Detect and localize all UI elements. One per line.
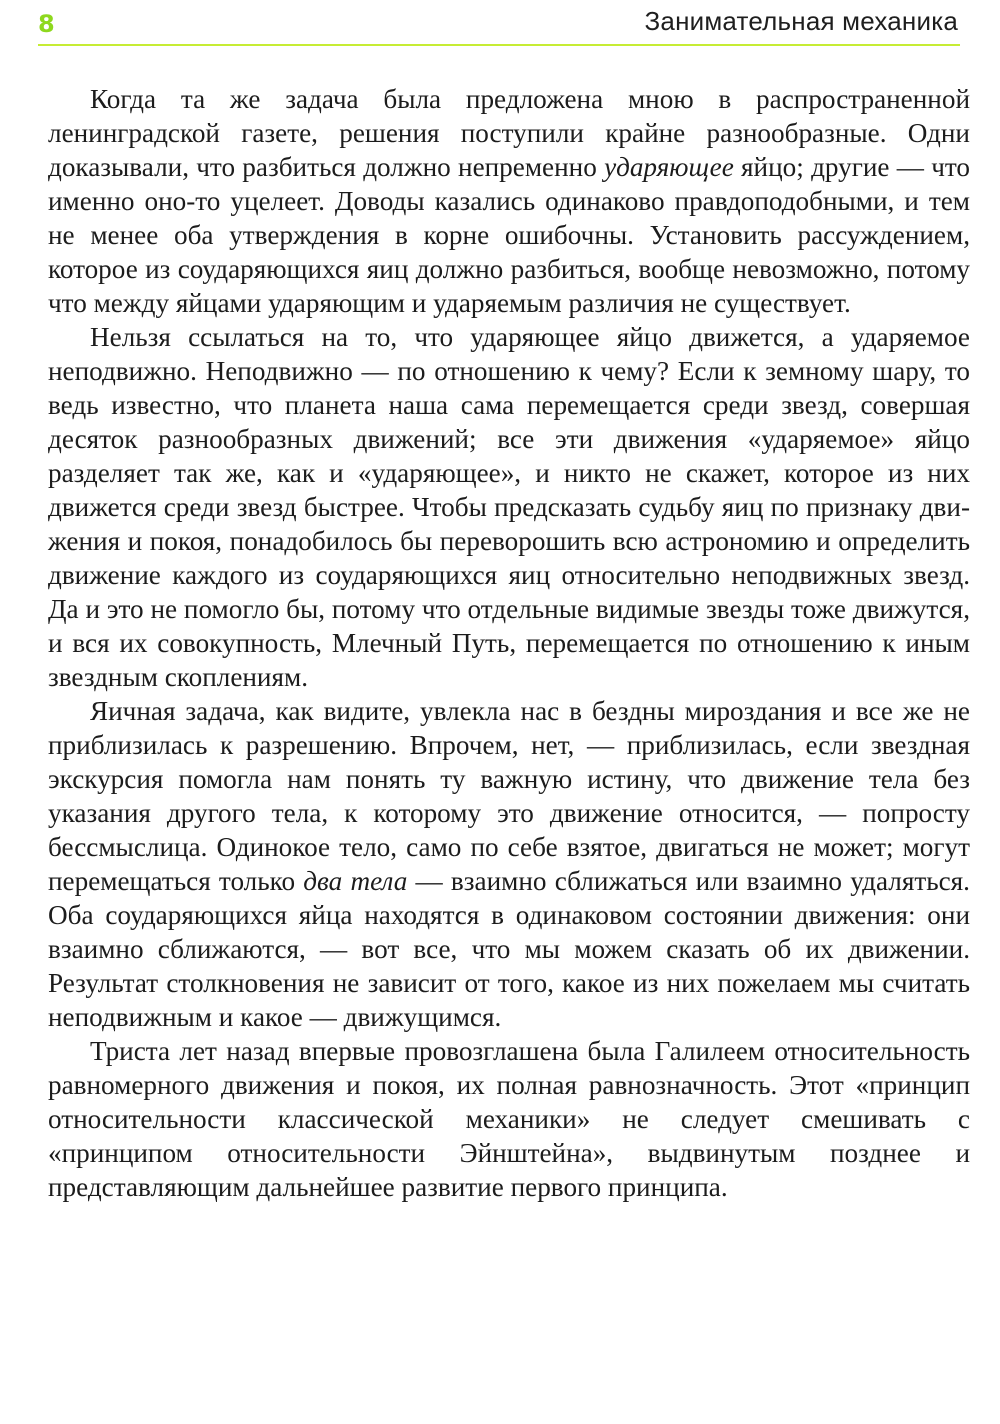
text-run: Триста лет назад впервые провозглашена была Галилеем относительность равномерного движения и покоя, их полная равнозначность. Этот «принцип относительности классической механики» не следует смешивать с «принципом относительности Эйнштейна», выдвинутым позднее и представляющим дальнейшее развитие первого принципа. [48,1036,970,1202]
paragraph [48,320,970,694]
text-run: — взаимно сближаться или взаимно удаляться. Оба соударяющихся яйца находятся в одинаковом состоянии движения: они взаимно сближаются, — вот все, что мы можем сказать об их движении. Результат столкновения не зависит от того, какое из них пожелаем мы считать неподвижным и какое — движущимся. [48,866,970,1032]
header-rule [38,44,960,46]
body-text [48,82,970,1204]
page-header [38,4,958,44]
text-run: Когда та же задача была предложена мною в распространенной ленинградской газете, решения поступили крайне разнообразные. Одни доказывали, что разбиться должно непременно [48,84,970,182]
text-run: яйцо; другие — что именно оно-то уцелеет. Доводы казались одинаково правдоподобными, и тем не менее оба утверждения в корне ошибочны. Установить рассуждением, которое из соударяющихся яиц должно разбиться, вообще невозможно, потому что между яйцами ударяющим и ударяемым различия не существует. [48,152,970,318]
italic-run: два тела [303,866,408,896]
running-title: Занимательная механика [644,6,958,36]
paragraph [48,82,970,320]
paragraph [48,1034,970,1204]
page-number: 8 [38,10,55,38]
text-run: Нельзя ссылаться на то, что ударяющее яйцо движется, а ударяемое неподвижно. Неподвижно — по отношению к чему? Если к земному шару, то ведь известно, что планета наша сама перемещается среди звезд, совершая десяток разнообразных движений; все эти движения «ударяемое» яйцо разделяет так же, как и «ударяющее», и никто не скажет, которое из них движется среди звезд быстрее. Чтобы предсказать судьбу яиц по признаку движения и покоя, понадобилось бы переворошить всю астрономию и определить движение каждого из соударяющихся яиц относительно неподвижных звезд. Да и это не помогло бы, потому что отдельные видимые звезды тоже движутся, и вся их совокупность, Млечный Путь, перемещается по отношению к иным звездным скоплениям. [48,322,970,692]
text-run: Яичная задача, как видите, увлекла нас в бездны мироздания и все же не приблизилась к разрешению. Впрочем, нет, — приблизилась, если звездная экскурсия помогла нам понять ту важную истину, что движение тела без указания другого тела, к которому это движение относится, — попросту бессмыслица. Одинокое тело, само по себе взятое, двигаться не может; могут перемещаться только [48,696,970,896]
paragraph [48,694,970,1034]
italic-run: ударяющее [604,152,734,182]
